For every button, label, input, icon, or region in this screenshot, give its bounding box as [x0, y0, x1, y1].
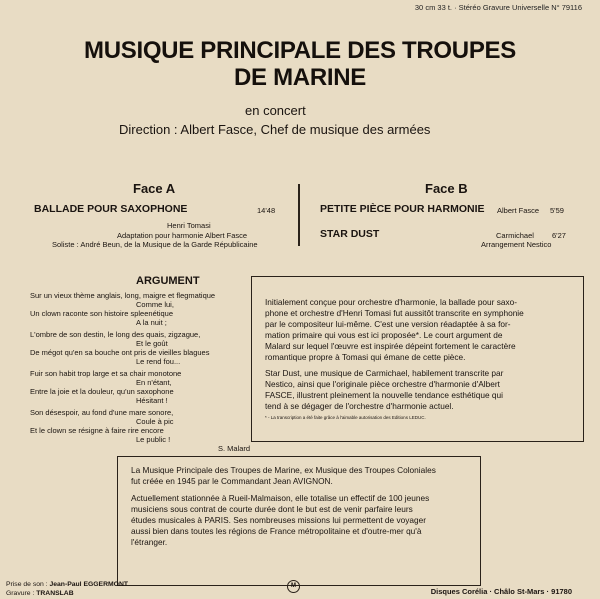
face-a-label: Face A: [133, 181, 176, 196]
face-b-track-2-composer: Carmichael: [496, 231, 534, 240]
face-a-composer: Henri Tomasi: [167, 221, 211, 230]
album-title-line1: MUSIQUE PRINCIPALE DES TROUPES: [84, 37, 516, 64]
poem-line: Coule à pic: [136, 417, 174, 426]
liner-notes-box: [251, 276, 584, 442]
notes-line: tend à se dégager de l'orchestre d'harmonie actuel.: [265, 401, 454, 411]
poem-line: Et le goût: [136, 339, 168, 348]
subtitle: en concert: [245, 103, 306, 118]
record-reference: 30 cm 33 t. · Stéréo Gravure Universelle N° 79116: [414, 3, 582, 12]
label-logo-icon: M: [287, 580, 300, 593]
poem-line: Un clown raconte son histoire spleenétique: [30, 309, 174, 318]
face-b-track-1-composer: Albert Fasce: [497, 206, 540, 215]
face-b-track-1-duration: 5'59: [550, 206, 564, 215]
face-a-track-title: BALLADE POUR SAXOPHONE: [34, 203, 188, 215]
notes-footnote: * - La transcription a été faite grâce à l'aimable autorisation des Editions LEDUC.: [265, 415, 426, 420]
poem-line: L'ombre de son destin, le long des quais, zigzague,: [30, 330, 201, 339]
poem-line: A la nuit ;: [136, 318, 167, 327]
notes-line: romantique propre à Tomasi qui émane de cette pièce.: [265, 352, 466, 362]
about-line: Actuellement stationnée à Rueil-Malmaison, elle totalise un effectif de 100 jeunes: [131, 493, 430, 503]
face-a-soloist: Soliste : André Beun, de la Musique de la Garde Républicaine: [52, 240, 258, 249]
poem-line: Fuir son habit trop large et sa chair monotone: [30, 369, 182, 378]
notes-line: Nestico, ainsi que l'originale pièce orchestre d'harmonie d'Albert: [265, 379, 500, 389]
recording-engineer: Jean-Paul EGGERMONT: [49, 581, 129, 588]
poem-line: Le public !: [136, 435, 171, 444]
notes-line: mation primaire qui vous est ici proposée*. Le court argument de: [265, 330, 503, 340]
face-b-track-2-arrangement: Arrangement Nestico: [481, 240, 552, 249]
engraving-credit: [6, 590, 74, 597]
about-line: fut créée en 1945 par le Commandant Jean AVIGNON.: [131, 476, 333, 486]
notes-line: par le compositeur lui-même. C'est une version réadaptée à sa for-: [265, 319, 511, 329]
face-b-track-2-title: STAR DUST: [320, 228, 380, 240]
recording-credit: [6, 581, 128, 588]
poem-line: Et le clown se résigne à faire rire encore: [30, 426, 164, 435]
direction-credit: Direction : Albert Fasce, Chef de musique des armées: [119, 122, 431, 137]
poem-line: En n'étant,: [136, 378, 172, 387]
poem-line: Comme lui,: [136, 300, 174, 309]
about-box: [117, 456, 481, 586]
face-divider: [298, 184, 300, 246]
poem-line: Le rend fou...: [136, 357, 181, 366]
album-title-line2: DE MARINE: [234, 64, 366, 91]
notes-line: Star Dust, une musique de Carmichael, habilement transcrite par: [265, 368, 504, 378]
poem-line: Son désespoir, au fond d'une mare sonore,: [30, 408, 174, 417]
face-a-adaptation: Adaptation pour harmonie Albert Fasce: [117, 231, 248, 240]
face-b-track-2-duration: 6'27: [552, 231, 566, 240]
notes-line: Malard sur lequel l'œuvre est inspirée dépeint fortement le caractère: [265, 341, 516, 351]
notes-line: FASCE, illustrent pleinement la nouvelle tendance esthétique qui: [265, 390, 503, 400]
about-line: études musicales à PARIS. Ses nombreuses missions lui permettent de voyager: [131, 515, 426, 525]
argument-title: ARGUMENT: [136, 275, 200, 287]
engraving-studio: TRANSLAB: [36, 590, 74, 597]
engraving-label: Gravure :: [6, 590, 35, 597]
about-line: l'étranger.: [131, 537, 168, 547]
poem-line: Entre la joie et la douleur, qu'un saxophone: [30, 387, 174, 396]
about-line: aussi bien dans toutes les régions de France métropolitaine et d'outre-mer qu'à: [131, 526, 422, 536]
recording-label: Prise de son :: [6, 581, 48, 588]
poem-line: De mégot qu'en sa bouche ont pris de vieilles blagues: [30, 348, 210, 357]
face-b-track-1-title: PETITE PIÈCE POUR HARMONIE: [320, 203, 485, 215]
poem-line: Hésitant !: [136, 396, 168, 405]
notes-line: Initialement conçue pour orchestre d'harmonie, la ballade pour saxo-: [265, 297, 518, 307]
poem-signature: S. Malard: [218, 444, 251, 453]
face-b-label: Face B: [425, 181, 468, 196]
face-a-track-duration: 14'48: [257, 206, 276, 215]
about-line: La Musique Principale des Troupes de Marine, ex Musique des Troupes Coloniales: [131, 465, 436, 475]
publisher-info: Disques Corélia · Châlo St-Mars · 91780: [430, 587, 572, 596]
about-line: musiciens sous contrat de courte durée dont le but est de venir parfaire leurs: [131, 504, 413, 514]
poem-line: Sur un vieux thème anglais, long, maigre et flegmatique: [30, 291, 216, 300]
notes-line: phone et orchestre d'Henri Tomasi fut aussitôt transcrite en symphonie: [265, 308, 524, 318]
